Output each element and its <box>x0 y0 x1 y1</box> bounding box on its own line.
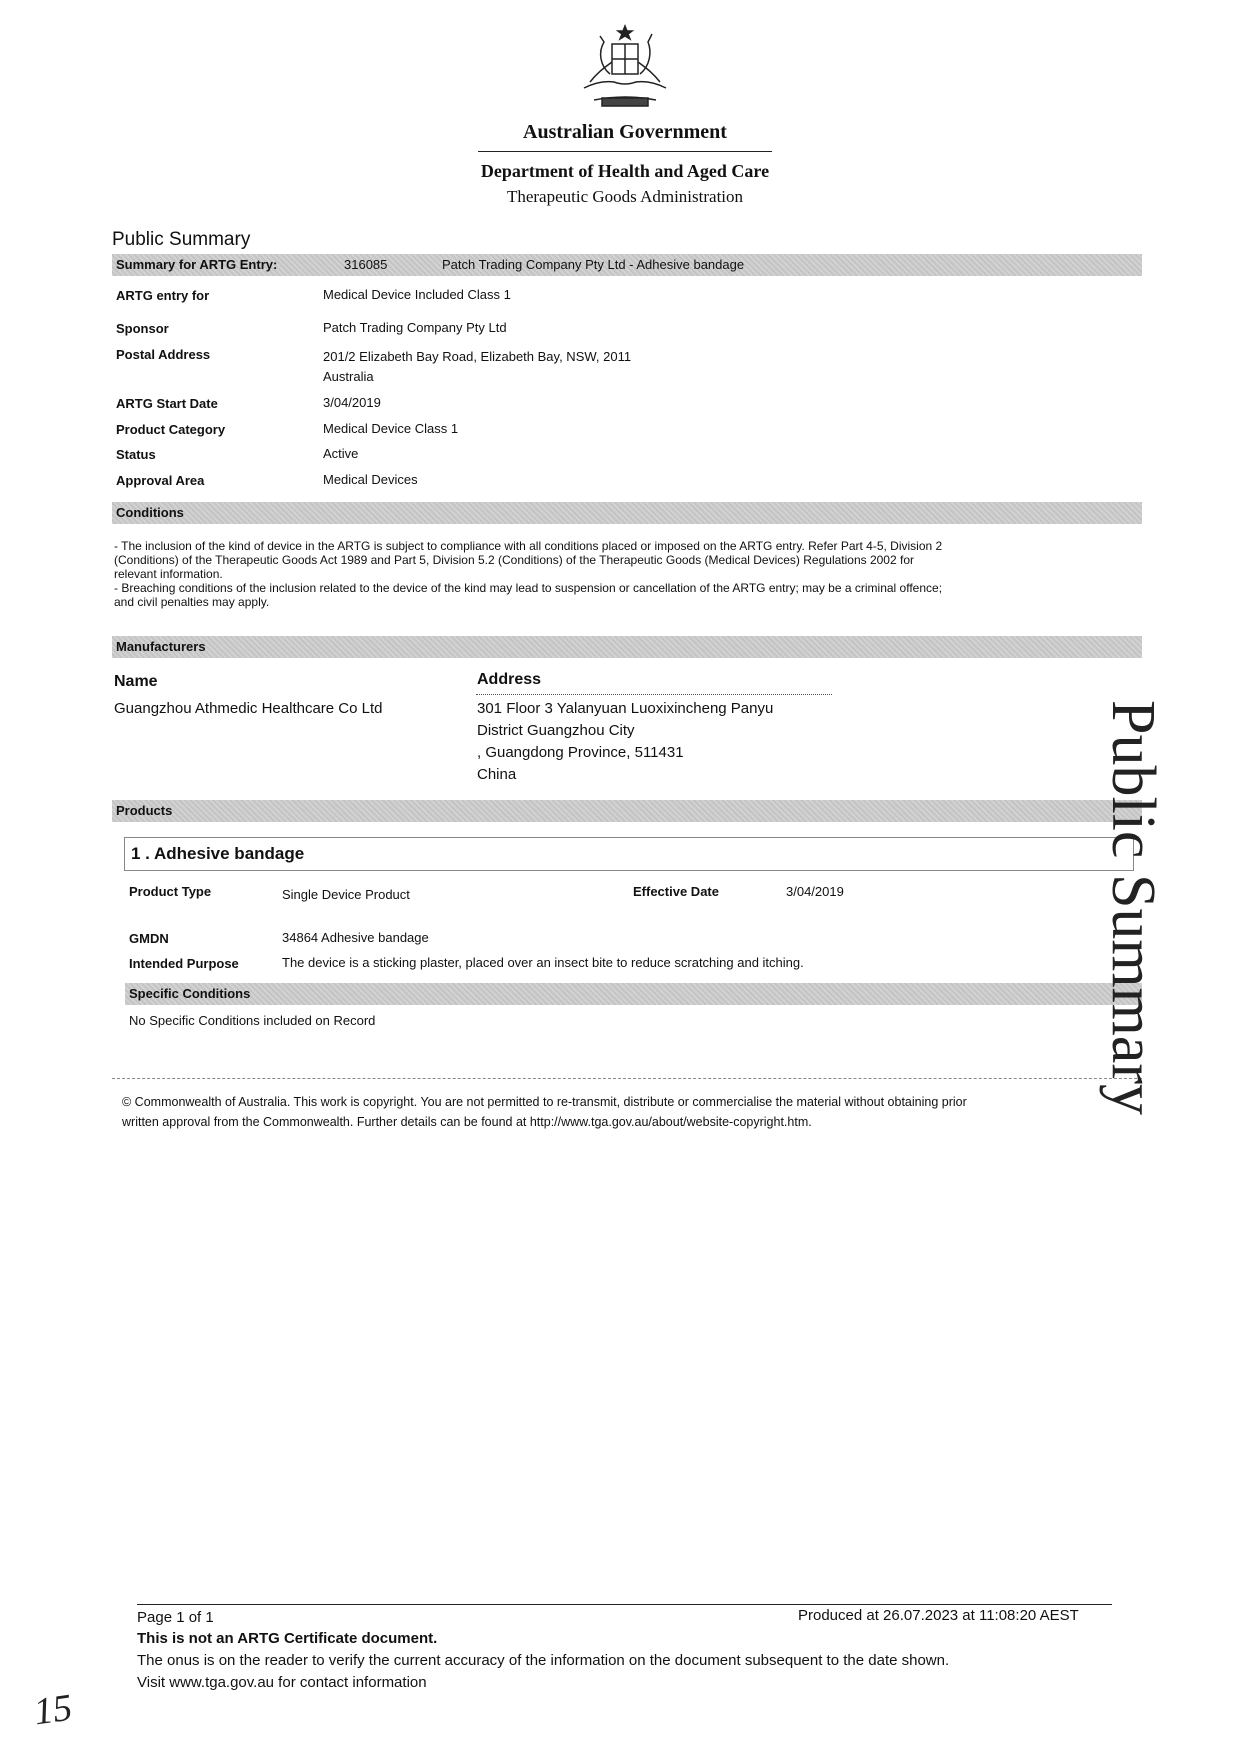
product-title-box <box>124 837 1134 871</box>
manufacturer-address-header: Address <box>477 671 542 688</box>
detail-label-sponsor: Sponsor <box>116 321 169 336</box>
header-rule <box>478 151 772 152</box>
detail-value-postal-country: Australia <box>323 369 374 384</box>
effective-date-value: 3/04/2019 <box>786 884 844 899</box>
product-title: 1 . Adhesive bandage <box>131 844 305 863</box>
summary-label: Summary for ARTG Entry: <box>116 257 278 272</box>
page-title: Public Summary <box>112 229 251 250</box>
intended-purpose-value: The device is a sticking plaster, placed over an insect bite to reduce scratching and itching. <box>282 955 804 970</box>
summary-bar <box>112 254 1142 276</box>
footer-visit: Visit www.tga.gov.au for contact information <box>137 1674 427 1691</box>
public-summary-stamp: Public Summary <box>1099 700 1167 1116</box>
detail-label-approval-area: Approval Area <box>116 473 205 488</box>
detail-value-status: Active <box>323 446 359 461</box>
agency-title: Therapeutic Goods Administration <box>506 187 744 206</box>
copyright-line: written approval from the Commonwealth. Further details can be found at http://www.tga.gov.au/about/website-copyright.htm. <box>122 1115 812 1129</box>
conditions-line: - Breaching conditions of the inclusion related to the device of the kind may lead to suspension or cancellation of the ARTG entry; may be a criminal offence; <box>114 581 943 595</box>
conditions-bar: Conditions <box>112 502 1142 524</box>
gmdn-label: GMDN <box>129 931 169 946</box>
footer-produced-at: Produced at 26.07.2023 at 11:08:20 AEST <box>798 1607 1079 1624</box>
conditions-line: and civil penalties may apply. <box>114 595 270 609</box>
products-bar: Products <box>112 800 1142 822</box>
address-header-rule <box>476 694 832 695</box>
address-line: 301 Floor 3 Yalanyuan Luoxixincheng Panyu <box>477 700 774 717</box>
detail-value-start-date: 3/04/2019 <box>323 395 381 410</box>
copyright-line: © Commonwealth of Australia. This work is copyright. You are not permitted to re-transmit, distribute or commercialise the material without obtaining prior <box>122 1095 967 1109</box>
conditions-line: (Conditions) of the Therapeutic Goods Act 1989 and Part 5, Division 5.2 (Conditions) of the Therapeutic Goods (Medical Devices) Regulations 2002 for <box>114 553 914 567</box>
specific-conditions-value: No Specific Conditions included on Record <box>129 1013 376 1028</box>
footer-onus: The onus is on the reader to verify the current accuracy of the information on the document subsequent to the date shown. <box>137 1652 950 1669</box>
manufacturer-address <box>477 698 773 786</box>
summary-entry-name: Patch Trading Company Pty Ltd - Adhesive bandage <box>442 257 745 272</box>
detail-value-entry-for: Medical Device Included Class 1 <box>323 287 511 302</box>
department-title: Department of Health and Aged Care <box>480 161 770 181</box>
manufacturers-bar: Manufacturers <box>112 636 1142 658</box>
detail-label-status: Status <box>116 447 156 462</box>
detail-label-entry-for: ARTG entry for <box>116 288 210 303</box>
specific-conditions-bar: Specific Conditions <box>125 983 1142 1005</box>
product-type-label: Product Type <box>129 884 212 899</box>
copyright-rule <box>112 1078 1142 1079</box>
detail-value-product-category: Medical Device Class 1 <box>323 421 459 436</box>
gmdn-value: 34864 Adhesive bandage <box>282 930 429 945</box>
manufacturer-name-header: Name <box>114 673 158 690</box>
conditions-text <box>114 539 1134 609</box>
conditions-line: relevant information. <box>114 567 223 581</box>
manufacturer-name: Guangzhou Athmedic Healthcare Co Ltd <box>114 700 383 717</box>
detail-value-sponsor: Patch Trading Company Pty Ltd <box>323 320 507 335</box>
detail-label-product-category: Product Category <box>116 422 226 437</box>
address-line: , Guangdong Province, 511431 <box>477 744 684 761</box>
copyright-text <box>122 1092 1142 1132</box>
address-line: China <box>477 766 517 783</box>
footer-page-number: Page 1 of 1 <box>137 1609 214 1626</box>
footer-not-certificate: This is not an ARTG Certificate document. <box>137 1630 438 1647</box>
intended-purpose-label: Intended Purpose <box>129 956 239 971</box>
detail-label-start-date: ARTG Start Date <box>116 396 218 411</box>
footer-rule <box>137 1604 1112 1605</box>
handwritten-page-mark: 15 <box>31 1686 75 1734</box>
product-type-value: Single Device Product <box>282 887 410 902</box>
government-title: Australian Government <box>523 121 727 143</box>
detail-value-postal-address: 201/2 Elizabeth Bay Road, Elizabeth Bay, NSW, 2011 <box>323 349 632 364</box>
detail-value-approval-area: Medical Devices <box>323 472 418 487</box>
address-line: District Guangzhou City <box>477 722 635 739</box>
effective-date-label: Effective Date <box>633 884 719 899</box>
coat-of-arms-crest <box>570 22 680 114</box>
conditions-line: - The inclusion of the kind of device in the ARTG is subject to compliance with all conditions placed or imposed on the ARTG entry. Refer Part 4-5, Division 2 <box>114 539 943 553</box>
detail-label-postal-address: Postal Address <box>116 347 211 362</box>
summary-entry-number: 316085 <box>344 257 388 272</box>
